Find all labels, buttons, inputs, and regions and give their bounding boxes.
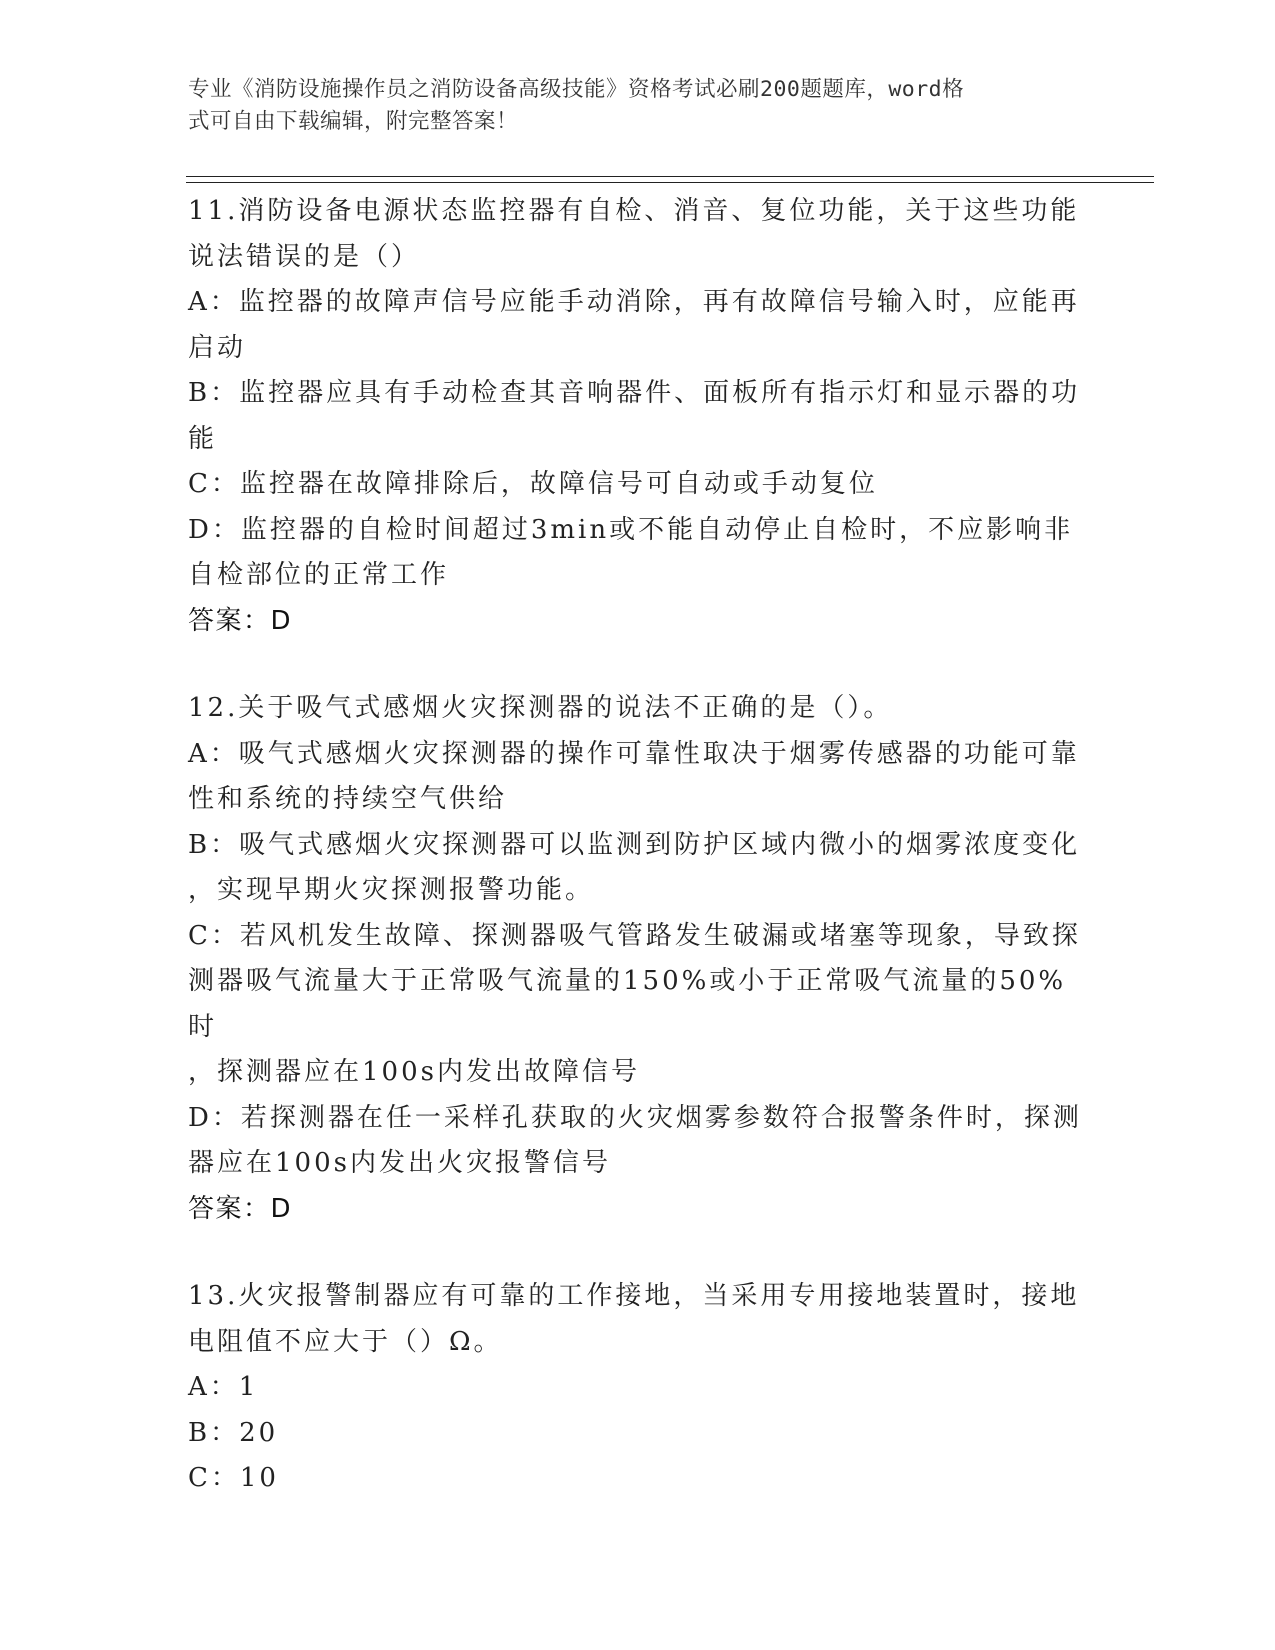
option-d-line: D：若探测器在任一采样孔获取的火灾烟雾参数符合报警条件时，探测	[188, 1102, 1082, 1133]
option-a-line: 性和系统的持续空气供给	[188, 784, 508, 814]
option-c-line: C：若风机发生故障、探测器吸气管路发生破漏或堵塞等现象，导致探	[188, 920, 1081, 951]
header-line-1: 专业《消防设施操作员之消防设备高级技能》资格考试必刷200题题库，word格	[188, 77, 965, 102]
option-a-line: A：吸气式感烟火灾探测器的操作可靠性取决于烟雾传感器的功能可靠	[188, 738, 1080, 769]
question-stem-line: 12.关于吸气式感烟火灾探测器的说法不正确的是（）。	[188, 693, 893, 723]
option-b-line: ，实现早期火灾探测报警功能。	[188, 875, 595, 905]
answer-label: 答案：D	[188, 1193, 293, 1224]
option-c-line: C：10	[188, 1463, 279, 1493]
option-b-line: B：20	[188, 1417, 279, 1448]
header-rule-top	[186, 176, 1154, 177]
option-b-line: B：监控器应具有手动检查其音响器件、面板所有指示灯和显示器的功	[188, 378, 1081, 408]
question-11	[188, 189, 1088, 644]
answer-label: 答案：D	[188, 605, 293, 636]
question-stem-line: 说法错误的是（）	[188, 241, 421, 272]
option-b-line: 能	[188, 423, 218, 454]
option-a-line: A：1	[188, 1372, 259, 1402]
option-d-line: D：监控器的自检时间超过3min或不能自动停止自检时，不应影响非	[188, 514, 1074, 545]
question-13	[188, 1274, 1088, 1502]
question-stem-line: 11.消防设备电源状态监控器有自检、消音、复位功能，关于这些功能	[188, 196, 1080, 226]
header-rule-bottom	[186, 182, 1154, 183]
option-a-line: 启动	[188, 332, 247, 363]
option-a-line: A：监控器的故障声信号应能手动消除，再有故障信号输入时，应能再	[188, 287, 1080, 317]
question-stem-line: 13.火灾报警制器应有可靠的工作接地，当采用专用接地装置时，接地	[188, 1281, 1080, 1311]
option-c-line: C：监控器在故障排除后，故障信号可自动或手动复位	[188, 469, 878, 499]
header-line-2: 式可自由下载编辑，附完整答案！	[188, 109, 519, 134]
question-12	[188, 686, 1088, 1232]
option-d-line: 器应在100s内发出火灾报警信号	[188, 1148, 611, 1178]
question-list	[188, 189, 1088, 1544]
question-stem-line: 电阻值不应大于（）Ω。	[188, 1326, 503, 1357]
option-c-line: ，探测器应在100s内发出故障信号	[188, 1057, 640, 1087]
option-d-line: 自检部位的正常工作	[188, 560, 450, 590]
option-c-line: 测器吸气流量大于正常吸气流量的150%或小于正常吸气流量的50%时	[188, 966, 1067, 1042]
document-header	[188, 74, 1068, 138]
option-b-line: B：吸气式感烟火灾探测器可以监测到防护区域内微小的烟雾浓度变化	[188, 829, 1081, 860]
